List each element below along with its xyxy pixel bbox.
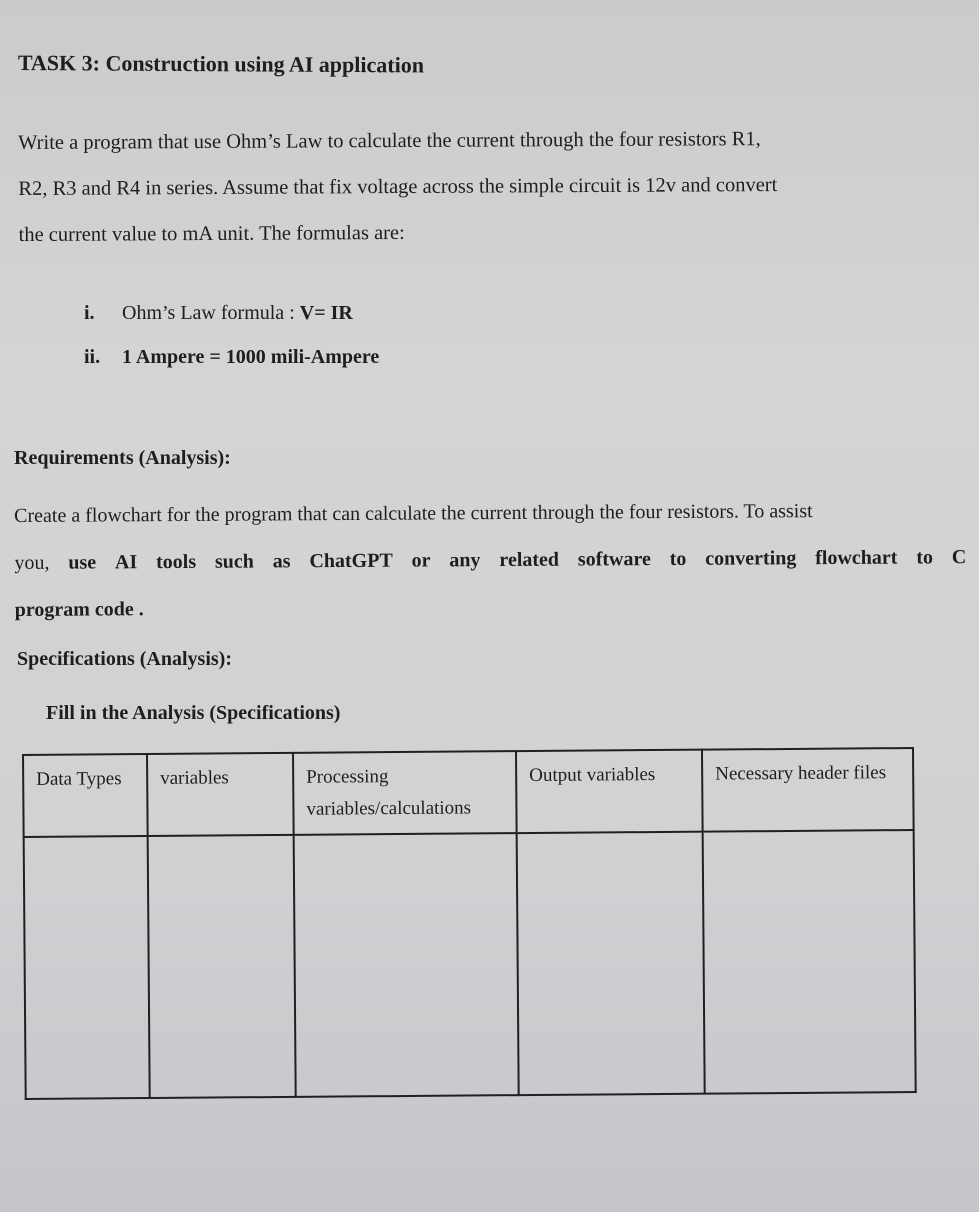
header-files-cell[interactable] xyxy=(703,830,916,1094)
formula-ohms-law xyxy=(84,302,353,325)
header-processing: Processing variables/calculations xyxy=(293,751,517,835)
task-description-line-1: Write a program that use Ohm’s Law to calculate the current through the four resistors R1, xyxy=(18,128,761,154)
variables-cell[interactable] xyxy=(148,835,296,1098)
requirements-word: tools xyxy=(156,550,197,574)
requirements-word: ChatGPT xyxy=(309,549,393,573)
formula-label: Ohm’s Law formula : xyxy=(122,302,300,324)
task-description xyxy=(18,115,919,258)
requirements-text xyxy=(14,487,975,634)
requirements-word: use xyxy=(68,551,97,574)
requirements-word: such xyxy=(214,550,254,573)
formula-label: 1 Ampere = 1000 mili-Ampere xyxy=(122,346,380,368)
requirements-word: to xyxy=(916,546,934,569)
requirements-word: software xyxy=(577,548,651,571)
requirements-line-1: Create a flowchart for the program that can calculate the current through the four resistors. To assist xyxy=(14,500,813,527)
fill-in-analysis-heading: Fill in the Analysis (Specifications) xyxy=(46,702,341,724)
requirements-word: C xyxy=(951,546,967,569)
output-variables-cell[interactable] xyxy=(517,832,705,1095)
requirements-word: any xyxy=(449,549,481,572)
task-description-line-3: the current value to mA unit. The formulas are: xyxy=(18,221,405,246)
requirements-heading: Requirements (Analysis): xyxy=(14,447,231,469)
task-title: TASK 3: Construction using AI application xyxy=(17,50,425,78)
header-data-types: Data Types xyxy=(23,754,148,837)
requirements-word: or xyxy=(411,549,431,572)
header-output-variables: Output variables xyxy=(516,750,703,833)
requirements-word: converting xyxy=(705,547,797,570)
specifications-table xyxy=(22,747,917,1100)
formula-value: V= IR xyxy=(299,302,353,324)
header-necessary-header-files: Necessary header files xyxy=(702,748,914,832)
formula-ampere-conversion xyxy=(84,346,379,369)
table-header-row xyxy=(23,748,914,837)
table-row xyxy=(24,830,916,1099)
requirements-word: flowchart xyxy=(815,546,898,570)
requirements-word: related xyxy=(499,548,560,572)
specifications-table-container xyxy=(22,747,915,1098)
data-types-cell[interactable] xyxy=(24,836,150,1099)
formula-number: ii. xyxy=(84,346,101,368)
specifications-heading: Specifications (Analysis): xyxy=(17,648,232,670)
task-description-line-2: R2, R3 and R4 in series. Assume that fix voltage across the simple circuit is 12v and convert xyxy=(18,174,778,200)
requirements-line-3: program code . xyxy=(14,598,144,621)
requirements-word: AI xyxy=(114,551,138,574)
requirements-line-2 xyxy=(14,534,966,587)
requirements-word: you, xyxy=(14,551,50,574)
requirements-word: as xyxy=(272,550,291,573)
requirements-word: to xyxy=(669,547,687,570)
header-variables: variables xyxy=(147,753,294,836)
processing-cell[interactable] xyxy=(294,833,519,1097)
formula-number: i. xyxy=(84,302,95,324)
